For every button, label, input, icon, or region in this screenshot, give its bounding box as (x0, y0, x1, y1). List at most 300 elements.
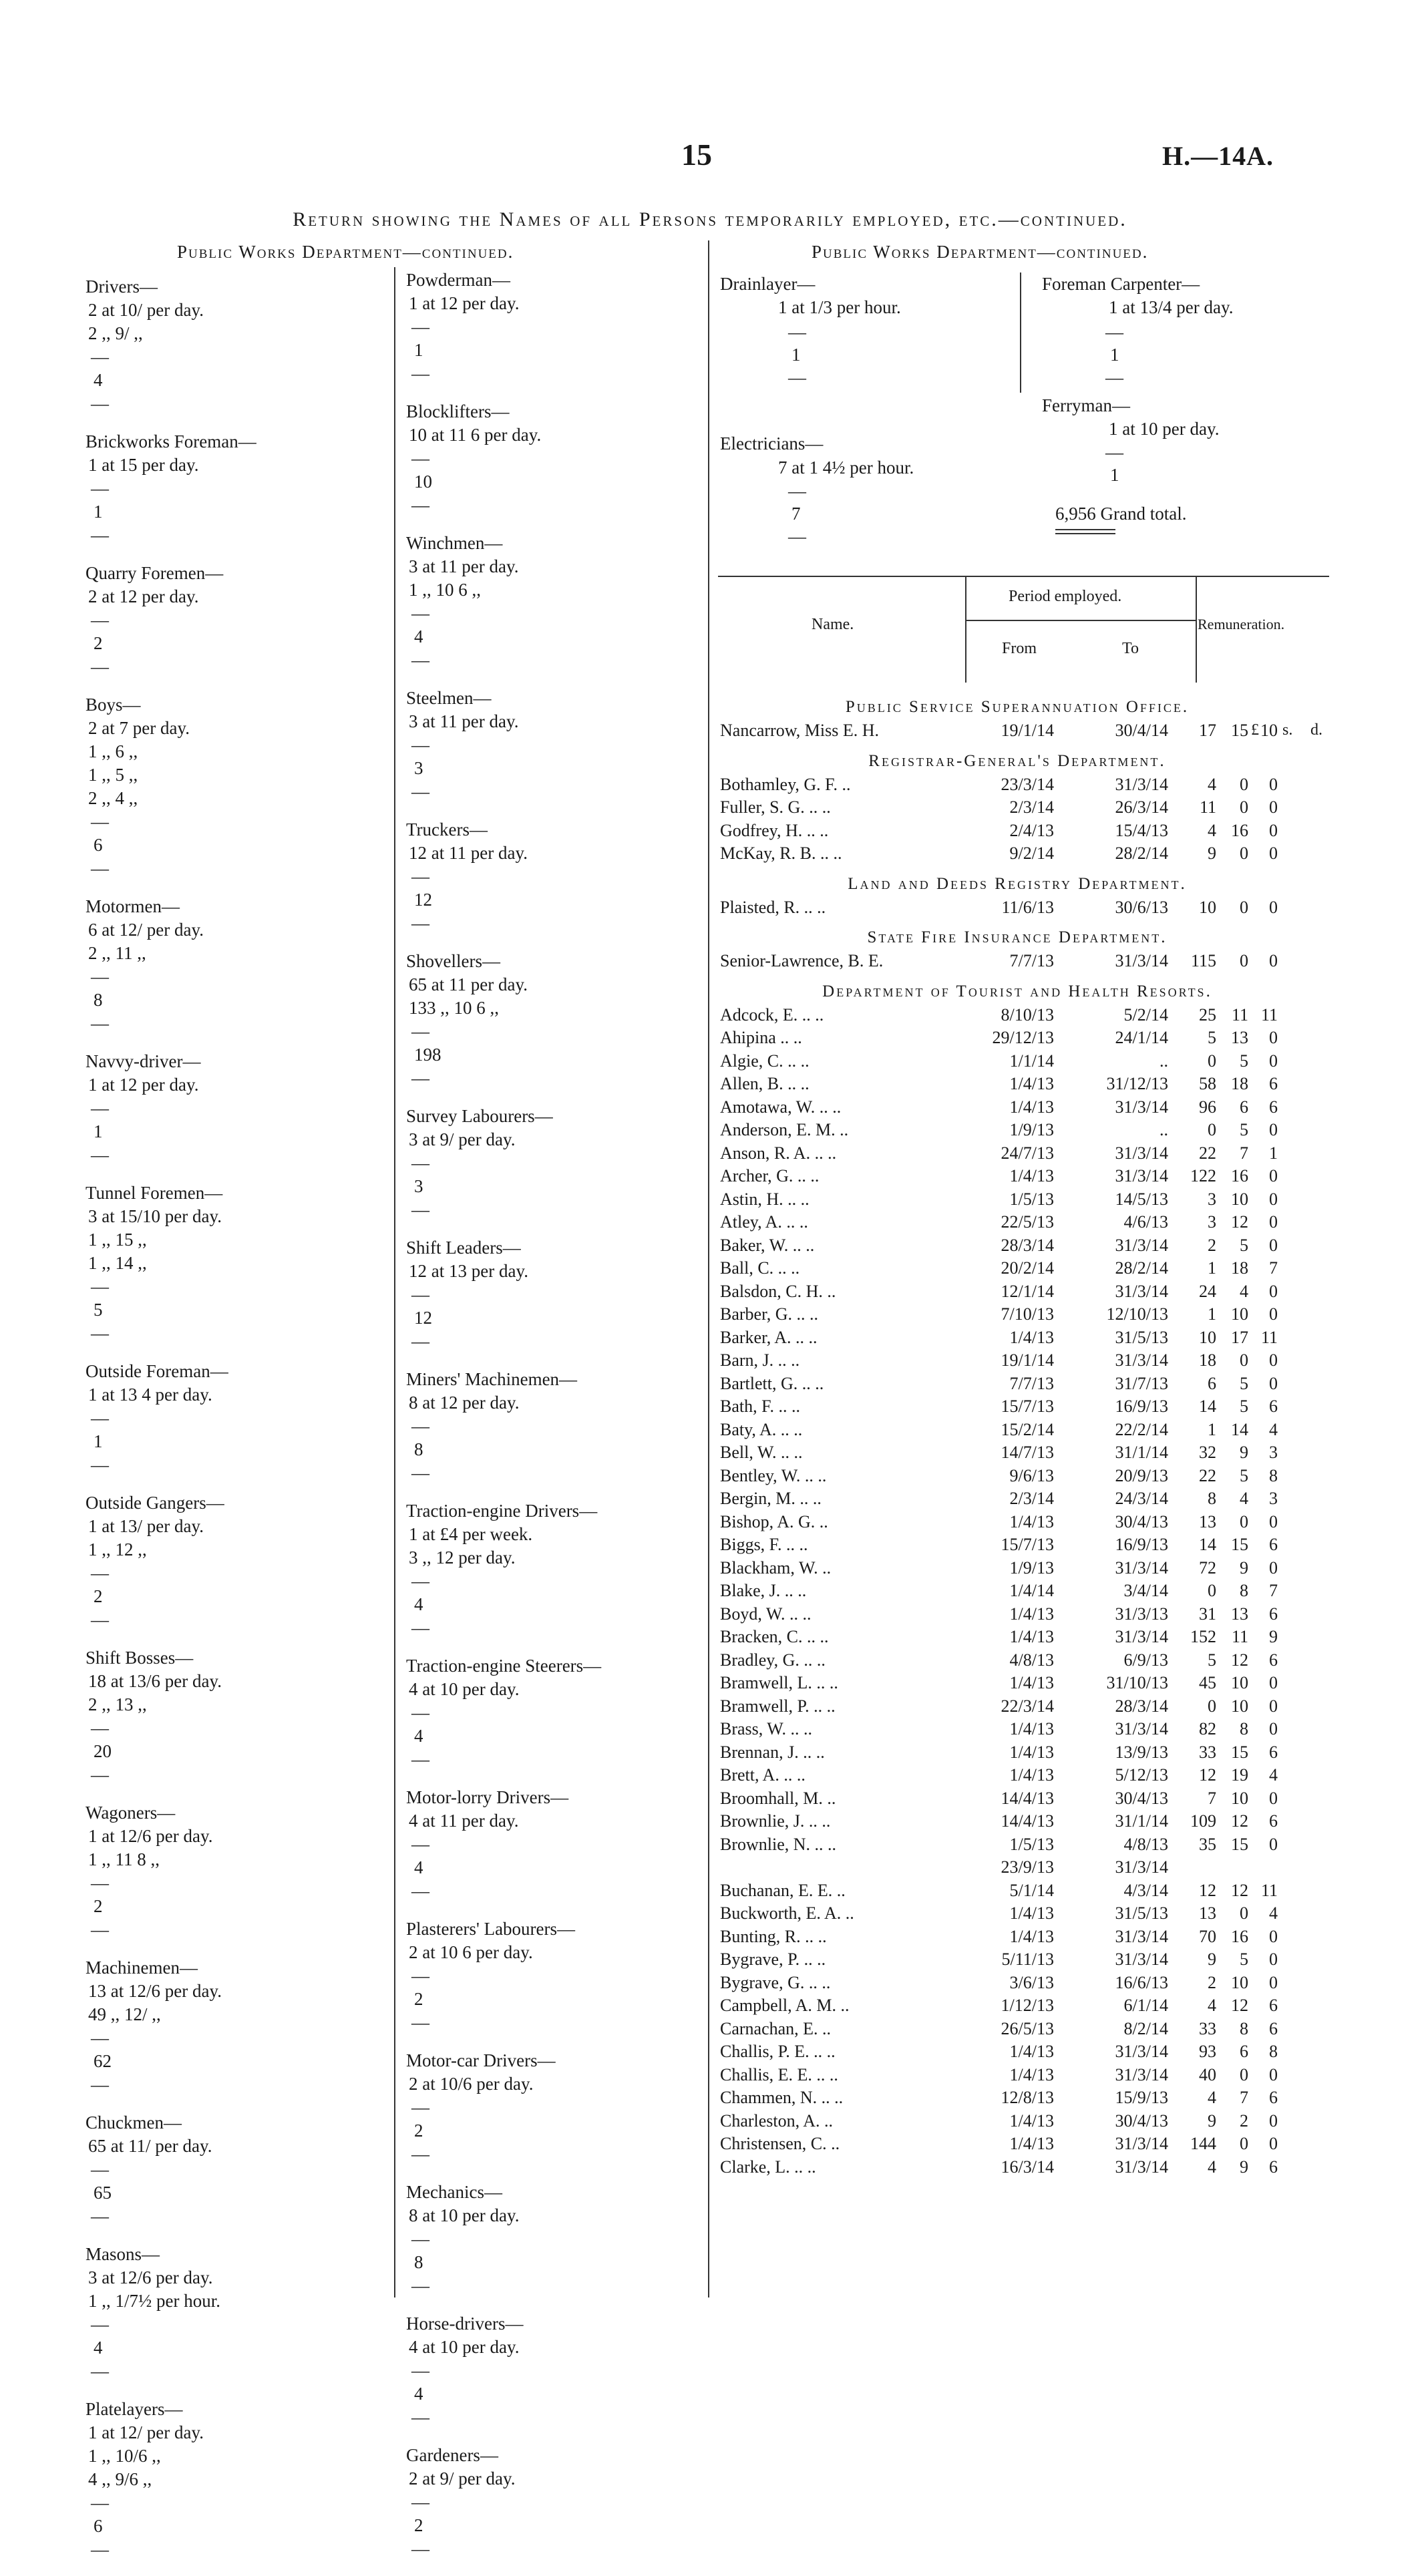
trade-total: 4 (414, 1594, 423, 1614)
date-from: 15/2/14 (1001, 1419, 1054, 1439)
trade-group (85, 1491, 386, 1646)
employee-name: Bothamley, G. F. .. (720, 774, 851, 794)
amount-pounds: 14 (1199, 1397, 1216, 1416)
trade-heading: Mechanics— (406, 2182, 502, 2202)
amount-shillings: 0 (1240, 2134, 1248, 2153)
total-rule: — (91, 1873, 109, 1893)
trade-group (85, 1360, 386, 1491)
date-from: 23/9/13 (1001, 1857, 1054, 1877)
trade-total: 4 (414, 626, 423, 647)
trade-total: 62 (94, 2051, 112, 2071)
rate-line: 2 at 12 per day. (88, 586, 199, 606)
rate-line: 65 at 11/ per day. (88, 2136, 212, 2156)
trade-total: 1 (94, 502, 103, 522)
date-from: 12/1/14 (1001, 1281, 1054, 1301)
rule (1055, 529, 1115, 530)
trade-heading: Winchmen— (406, 533, 503, 553)
ferryman-line: 1 at 10 per day. (1109, 419, 1220, 439)
employee-name: Bergin, M. .. .. (720, 1489, 822, 1508)
employee-name: Brett, A. .. .. (720, 1765, 806, 1785)
amount-shillings: 10 (1231, 1189, 1248, 1209)
amount-pounds: 2 (1208, 1972, 1216, 1992)
amount-pounds: 1 (1208, 1304, 1216, 1324)
amount-pence: 6 (1269, 1650, 1278, 1670)
amount-pounds: 3 (1208, 1212, 1216, 1232)
col-head-name: Name. (812, 616, 854, 633)
amount-shillings: 11 (1231, 1627, 1248, 1646)
trade-group (406, 532, 700, 687)
amount-pounds: 0 (1208, 1120, 1216, 1139)
amount-pence: 3 (1269, 1489, 1278, 1508)
date-to: 30/4/14 (1115, 721, 1168, 740)
date-to: 31/5/13 (1115, 1903, 1168, 1923)
amount-pence: 0 (1269, 797, 1278, 817)
date-to: 5/2/14 (1123, 1004, 1168, 1025)
employee-name: Godfrey, H. .. .. (720, 820, 829, 840)
rate-line: 2 at 7 per day. (88, 718, 190, 738)
spacer (85, 1477, 386, 1491)
spacer (406, 1903, 700, 1917)
date-to: 31/3/14 (1115, 1557, 1168, 1578)
total-rule: — (91, 2206, 109, 2226)
drainlayer-line: 1 at 1/3 per hour. (778, 297, 901, 317)
total-rule: — (91, 1145, 109, 1165)
total-rule: — (91, 858, 109, 878)
rate-line: 2 ,, 11 ,, (88, 943, 146, 963)
rate-line: 3 at 11 per day. (409, 711, 519, 731)
amount-pounds: 0 (1208, 1051, 1216, 1071)
date-to: 30/4/13 (1115, 1788, 1168, 1808)
amount-pounds: 96 (1199, 1097, 1216, 1117)
date-to: 31/1/14 (1115, 1811, 1168, 1831)
date-from: 4/8/13 (1009, 1650, 1054, 1670)
date-from: 1/4/13 (1009, 1627, 1054, 1646)
amount-pence: 0 (1269, 1950, 1278, 1969)
amount-pence: 0 (1269, 1373, 1278, 1393)
employee-name: Buckworth, E. A. .. (720, 1903, 854, 1923)
employee-name: Bygrave, G. .. .. (720, 1972, 831, 1992)
amount-shillings: 2 (1240, 2110, 1248, 2131)
date-from: 1/4/13 (1009, 1673, 1054, 1692)
trade-total: 4 (414, 1857, 423, 1877)
amount-pounds: 122 (1190, 1166, 1216, 1185)
amount-pounds: 4 (1208, 1996, 1216, 2015)
date-from: 11/6/13 (1001, 897, 1054, 917)
trade-heading: Traction-engine Drivers— (406, 1501, 598, 1521)
spacer (85, 679, 386, 693)
table-row (720, 1050, 1278, 1073)
employee-name: McKay, R. B. .. .. (720, 844, 842, 863)
trade-total: 2 (94, 633, 103, 653)
table-row (720, 2018, 1278, 2041)
trade-group (85, 1956, 386, 2111)
ferryman-head: Ferryman— (1042, 395, 1130, 415)
total-rule: — (91, 2493, 109, 2513)
date-to: 30/4/13 (1115, 2110, 1168, 2131)
trade-heading: Wagoners— (85, 1803, 176, 1823)
date-from: 1/4/13 (1009, 1926, 1054, 1946)
amount-pence: 3 (1269, 1443, 1278, 1462)
trade-total: 1 (414, 340, 423, 360)
total-rule: — (411, 317, 429, 337)
trade-total: 4 (414, 2384, 423, 2404)
date-from: 16/3/14 (1001, 2157, 1054, 2177)
trade-total: 5 (94, 1300, 103, 1320)
date-to: 15/4/13 (1115, 820, 1168, 840)
amount-shillings: 6 (1240, 2042, 1248, 2061)
date-from: 14/4/13 (1001, 1811, 1054, 1831)
col-head-period: Period employed. (1009, 588, 1122, 605)
trade-total: 6 (94, 835, 103, 855)
amount-shillings: 5 (1240, 1373, 1248, 1393)
employee-name: Clarke, L. .. .. (720, 2157, 816, 2177)
amount-shillings: 0 (1240, 951, 1248, 970)
currency-shillings: s. (1282, 721, 1293, 739)
total-rule: — (411, 2012, 429, 2032)
rate-line: 2 at 10 6 per day. (409, 1942, 533, 1962)
date-from: 1/4/13 (1009, 2110, 1054, 2131)
date-to: 4/6/13 (1123, 1212, 1168, 1232)
amount-pence: 6 (1269, 1097, 1278, 1117)
table-divider (1196, 576, 1197, 683)
date-to: 13/9/13 (1115, 1742, 1168, 1762)
spacer (85, 1167, 386, 1181)
total-rule: — (411, 866, 429, 886)
page-title: Return showing the Names of all Persons temporarily employed, etc.—continued. (293, 208, 1127, 230)
date-to: 31/3/14 (1115, 951, 1168, 970)
column-divider (708, 240, 709, 2297)
trade-group (85, 1801, 386, 1956)
spacer (406, 803, 700, 818)
amount-pence: 0 (1269, 1304, 1278, 1324)
date-to: .. (1160, 1120, 1168, 1139)
rate-line: 1 ,, 14 ,, (88, 1253, 147, 1273)
spacer (85, 1787, 386, 1801)
amount-pounds: 8 (1208, 1489, 1216, 1508)
amount-shillings: 0 (1240, 1350, 1248, 1370)
date-to: 6/1/14 (1123, 1996, 1168, 2015)
personnel-table (720, 698, 1335, 2179)
section-table (720, 773, 1278, 866)
table-row (720, 1948, 1278, 1972)
date-from: 1/4/13 (1009, 1327, 1054, 1347)
trade-heading: Blocklifters— (406, 401, 510, 421)
total-rule: — (411, 781, 429, 801)
trade-heading: Tunnel Foremen— (85, 1183, 223, 1203)
date-to: 31/3/14 (1115, 1719, 1168, 1738)
date-from: 26/5/13 (1001, 2018, 1054, 2038)
trade-group (85, 430, 386, 562)
trade-total: 1 (94, 1431, 103, 1451)
employee-name: Anderson, E. M. .. (720, 1120, 849, 1139)
amount-shillings: 19 (1231, 1765, 1248, 1785)
electricians-head: Electricians— (720, 433, 824, 453)
spacer (85, 2096, 386, 2111)
amount-shillings: 15 (1231, 1834, 1248, 1854)
date-to: 14/5/13 (1115, 1189, 1168, 1209)
amount-pounds: 70 (1199, 1926, 1216, 1946)
employee-name: Brownlie, J. .. .. (720, 1811, 831, 1831)
rate-line: 49 ,, 12/ ,, (88, 2004, 161, 2024)
column-divider (1020, 272, 1021, 393)
amount-pence: 0 (1269, 844, 1278, 863)
date-to: 31/3/13 (1115, 1604, 1168, 1624)
date-to: 26/3/14 (1115, 797, 1168, 817)
amount-pounds: 109 (1190, 1811, 1216, 1831)
table-row (720, 2110, 1278, 2133)
total-rule: — (411, 1200, 429, 1220)
amount-pence: 4 (1269, 1903, 1278, 1923)
total-rule: — (91, 610, 109, 630)
date-from: 23/3/14 (1001, 774, 1054, 794)
total-rule: — (91, 2028, 109, 2048)
trade-heading: Miners' Machinemen— (406, 1369, 578, 1389)
trade-heading: Navvy-driver— (85, 1051, 201, 1071)
amount-pounds: 3 (1208, 1189, 1216, 1209)
amount-shillings: 10 (1231, 1972, 1248, 1992)
rate-line: 3 at 9/ per day. (409, 1129, 516, 1149)
amount-pounds: 13 (1199, 1511, 1216, 1531)
total-rule: — (411, 913, 429, 933)
trade-heading: Motor-lorry Drivers— (406, 1787, 569, 1807)
date-to: 30/4/13 (1115, 1511, 1168, 1531)
amount-pence: 0 (1269, 1120, 1278, 1139)
table-row (720, 1533, 1278, 1557)
date-to: 24/3/14 (1115, 1489, 1168, 1508)
table-row (720, 1787, 1278, 1811)
amount-pence: 8 (1269, 1465, 1278, 1485)
table-row (720, 1994, 1278, 2018)
employee-name: Bracken, C. .. .. (720, 1627, 829, 1646)
amount-pounds: 1 (1208, 1258, 1216, 1278)
rate-line: 1 ,, 11 8 ,, (88, 1849, 160, 1869)
rate-line: 2 at 9/ per day. (409, 2468, 516, 2489)
trade-heading: Chuckmen— (85, 2112, 182, 2133)
date-to: 31/3/14 (1115, 2134, 1168, 2153)
rate-line: 4 at 11 per day. (409, 1811, 519, 1831)
rate-line: 4 at 10 per day. (409, 1679, 520, 1699)
amount-pounds: 11 (1199, 797, 1216, 817)
rate-line: 1 at 12/ per day. (88, 2422, 204, 2442)
table-row (720, 1856, 1278, 1879)
date-from: 1/4/13 (1009, 1097, 1054, 1117)
spacer (85, 1345, 386, 1360)
amount-pounds: 4 (1208, 2088, 1216, 2107)
employee-name: Brennan, J. .. .. (720, 1742, 825, 1762)
date-to: 31/3/14 (1115, 1350, 1168, 1370)
date-from: 29/12/13 (992, 1028, 1054, 1047)
employee-name: Bishop, A. G. .. (720, 1511, 828, 1531)
table-rule-top (718, 576, 1329, 577)
total-rule: — (411, 1416, 429, 1436)
amount-shillings: 6 (1240, 1097, 1248, 1117)
trade-group (85, 275, 386, 430)
table-row (720, 1672, 1278, 1695)
date-from: 1/4/13 (1009, 1742, 1054, 1762)
amount-pounds: 24 (1199, 1281, 1216, 1301)
table-row (720, 2040, 1278, 2064)
amount-shillings: 16 (1231, 820, 1248, 840)
spacer (406, 385, 700, 400)
spacer (406, 2297, 700, 2312)
amount-pence: 0 (1269, 1834, 1278, 1854)
table-row (720, 1649, 1278, 1672)
amount-shillings: 0 (1240, 1903, 1248, 1923)
trade-total: 6 (94, 2516, 103, 2536)
amount-pounds: 4 (1208, 774, 1216, 794)
employee-name: Buchanan, E. E. .. (720, 1880, 846, 1900)
carpenter-total: 1 (1110, 345, 1119, 365)
table-row (720, 896, 1278, 920)
table-row (720, 1441, 1278, 1465)
table-row (720, 1511, 1278, 1534)
total-rule: — (411, 1021, 429, 1041)
employee-name: Bramwell, P. .. .. (720, 1696, 836, 1716)
date-from: 15/7/13 (1001, 1397, 1054, 1416)
employee-name: Senior-Lawrence, B. E. (720, 951, 884, 970)
rate-line: 1 ,, 6 ,, (88, 741, 138, 761)
total-rule: — (411, 1834, 429, 1854)
total-rule: — (411, 1284, 429, 1304)
date-from: 1/4/13 (1009, 1765, 1054, 1785)
trade-group (406, 1368, 700, 1499)
amount-shillings: 0 (1240, 1511, 1248, 1531)
amount-shillings: 16 (1231, 1926, 1248, 1946)
trade-total: 198 (414, 1045, 441, 1065)
amount-pounds: 17 (1199, 721, 1216, 740)
date-from: 5/1/14 (1009, 1880, 1054, 1900)
date-from: 1/9/13 (1009, 1120, 1054, 1139)
trade-heading: Brickworks Foreman— (85, 431, 256, 451)
ferryman-total: 1 (1110, 465, 1119, 485)
total-rule: — (411, 495, 429, 515)
table-row (720, 1487, 1278, 1511)
employee-name: Challis, P. E. .. .. (720, 2042, 836, 2061)
table-row (720, 1303, 1278, 1326)
total-rule: — (411, 1571, 429, 1591)
trade-group (85, 562, 386, 693)
table-row (720, 1419, 1278, 1442)
amount-pence: 6 (1269, 1811, 1278, 1831)
amount-shillings: 12 (1231, 1996, 1248, 2015)
amount-pounds: 4 (1208, 2157, 1216, 2177)
amount-pence: 6 (1269, 1742, 1278, 1762)
trade-group (85, 2111, 386, 2243)
rate-line: 18 at 13/6 per day. (88, 1671, 222, 1691)
amount-shillings: 10 (1231, 1788, 1248, 1808)
trade-total: 12 (414, 890, 432, 910)
amount-pence: 6 (1269, 2088, 1278, 2107)
total-rule: — (91, 811, 109, 832)
date-to: 20/9/13 (1115, 1465, 1168, 1485)
trade-group (406, 1654, 700, 1786)
amount-pence: 11 (1260, 1327, 1278, 1347)
total-rule: — (91, 1323, 109, 1343)
date-to: 31/3/14 (1115, 2157, 1168, 2177)
employee-name: Bradley, G. .. .. (720, 1650, 826, 1670)
column-trades-1 (85, 275, 386, 2576)
col-head-from: From (1002, 640, 1037, 657)
trade-heading: Truckers— (406, 819, 488, 840)
amount-pence: 0 (1269, 1673, 1278, 1692)
date-from: 22/5/13 (1001, 1212, 1054, 1232)
amount-shillings: 0 (1240, 897, 1248, 917)
amount-pence: 0 (1269, 1350, 1278, 1370)
spacer (85, 547, 386, 562)
rate-line: 2 ,, 4 ,, (88, 788, 138, 808)
trade-heading: Shovellers— (406, 951, 500, 971)
employee-name: Amotawa, W. .. .. (720, 1097, 842, 1117)
amount-shillings: 7 (1240, 1143, 1248, 1163)
employee-name: Charleston, A. .. (720, 2110, 833, 2131)
rate-line: 4 at 10 per day. (409, 2337, 520, 2357)
table-row (720, 950, 1278, 973)
date-from: 1/4/13 (1009, 2134, 1054, 2153)
column-trades-2 (406, 268, 700, 2575)
dash: — (788, 526, 806, 546)
trade-total: 65 (94, 2183, 112, 2203)
trade-heading: Platelayers— (85, 2399, 183, 2419)
date-from: 1/4/13 (1009, 1166, 1054, 1185)
amount-pence: 7 (1269, 1581, 1278, 1600)
employee-name: Nancarrow, Miss E. H. (720, 721, 880, 740)
date-to: 31/3/14 (1115, 1166, 1168, 1185)
total-rule: — (411, 1463, 429, 1483)
employee-name: Broomhall, M. .. (720, 1788, 836, 1808)
amount-pounds: 0 (1208, 1696, 1216, 1716)
table-row (720, 1741, 1278, 1765)
amount-pounds: 6 (1208, 1373, 1216, 1393)
amount-pounds: 10 (1199, 1327, 1216, 1347)
date-from: 14/4/13 (1001, 1788, 1054, 1808)
amount-pounds (1178, 1856, 1216, 1879)
date-to: 28/3/14 (1115, 1696, 1168, 1716)
total-rule: — (91, 1408, 109, 1428)
total-rule: — (411, 2407, 429, 2427)
trade-group (406, 268, 700, 400)
date-from: 7/7/13 (1009, 951, 1054, 970)
amount-shillings: 4 (1240, 1281, 1248, 1301)
amount-shillings: 5 (1240, 1465, 1248, 1485)
date-from: 7/10/13 (1001, 1304, 1054, 1324)
employee-name: Ball, C. .. .. (720, 1258, 800, 1278)
trade-heading: Steelmen— (406, 688, 492, 708)
total-rule: — (411, 363, 429, 383)
spacer (85, 1632, 386, 1646)
amount-pence: 0 (1269, 1719, 1278, 1738)
total-rule: — (91, 1098, 109, 1118)
trade-heading: Traction-engine Steerers— (406, 1656, 602, 1676)
trade-heading: Plasterers' Labourers— (406, 1919, 576, 1939)
amount-pounds: 10 (1199, 897, 1216, 917)
date-to: 3/4/14 (1123, 1581, 1168, 1600)
spacer (406, 2034, 700, 2049)
trade-heading: Drivers— (85, 277, 158, 297)
amount-pounds: 5 (1208, 1028, 1216, 1047)
rate-line: 12 at 13 per day. (409, 1261, 528, 1281)
date-to: 8/2/14 (1123, 2018, 1168, 2038)
rate-line: 2 ,, 13 ,, (88, 1694, 147, 1714)
trade-heading: Gardeners— (406, 2445, 498, 2465)
carpenter-line: 1 at 13/4 per day. (1109, 297, 1234, 317)
total-rule: — (411, 448, 429, 468)
amount-pence: 0 (1269, 1212, 1278, 1232)
date-from: 1/5/13 (1009, 1834, 1054, 1854)
trade-heading: Survey Labourers— (406, 1106, 553, 1126)
total-rule: — (411, 2275, 429, 2295)
amount-pence: 9 (1269, 1627, 1278, 1646)
amount-shillings: 18 (1231, 1258, 1248, 1278)
